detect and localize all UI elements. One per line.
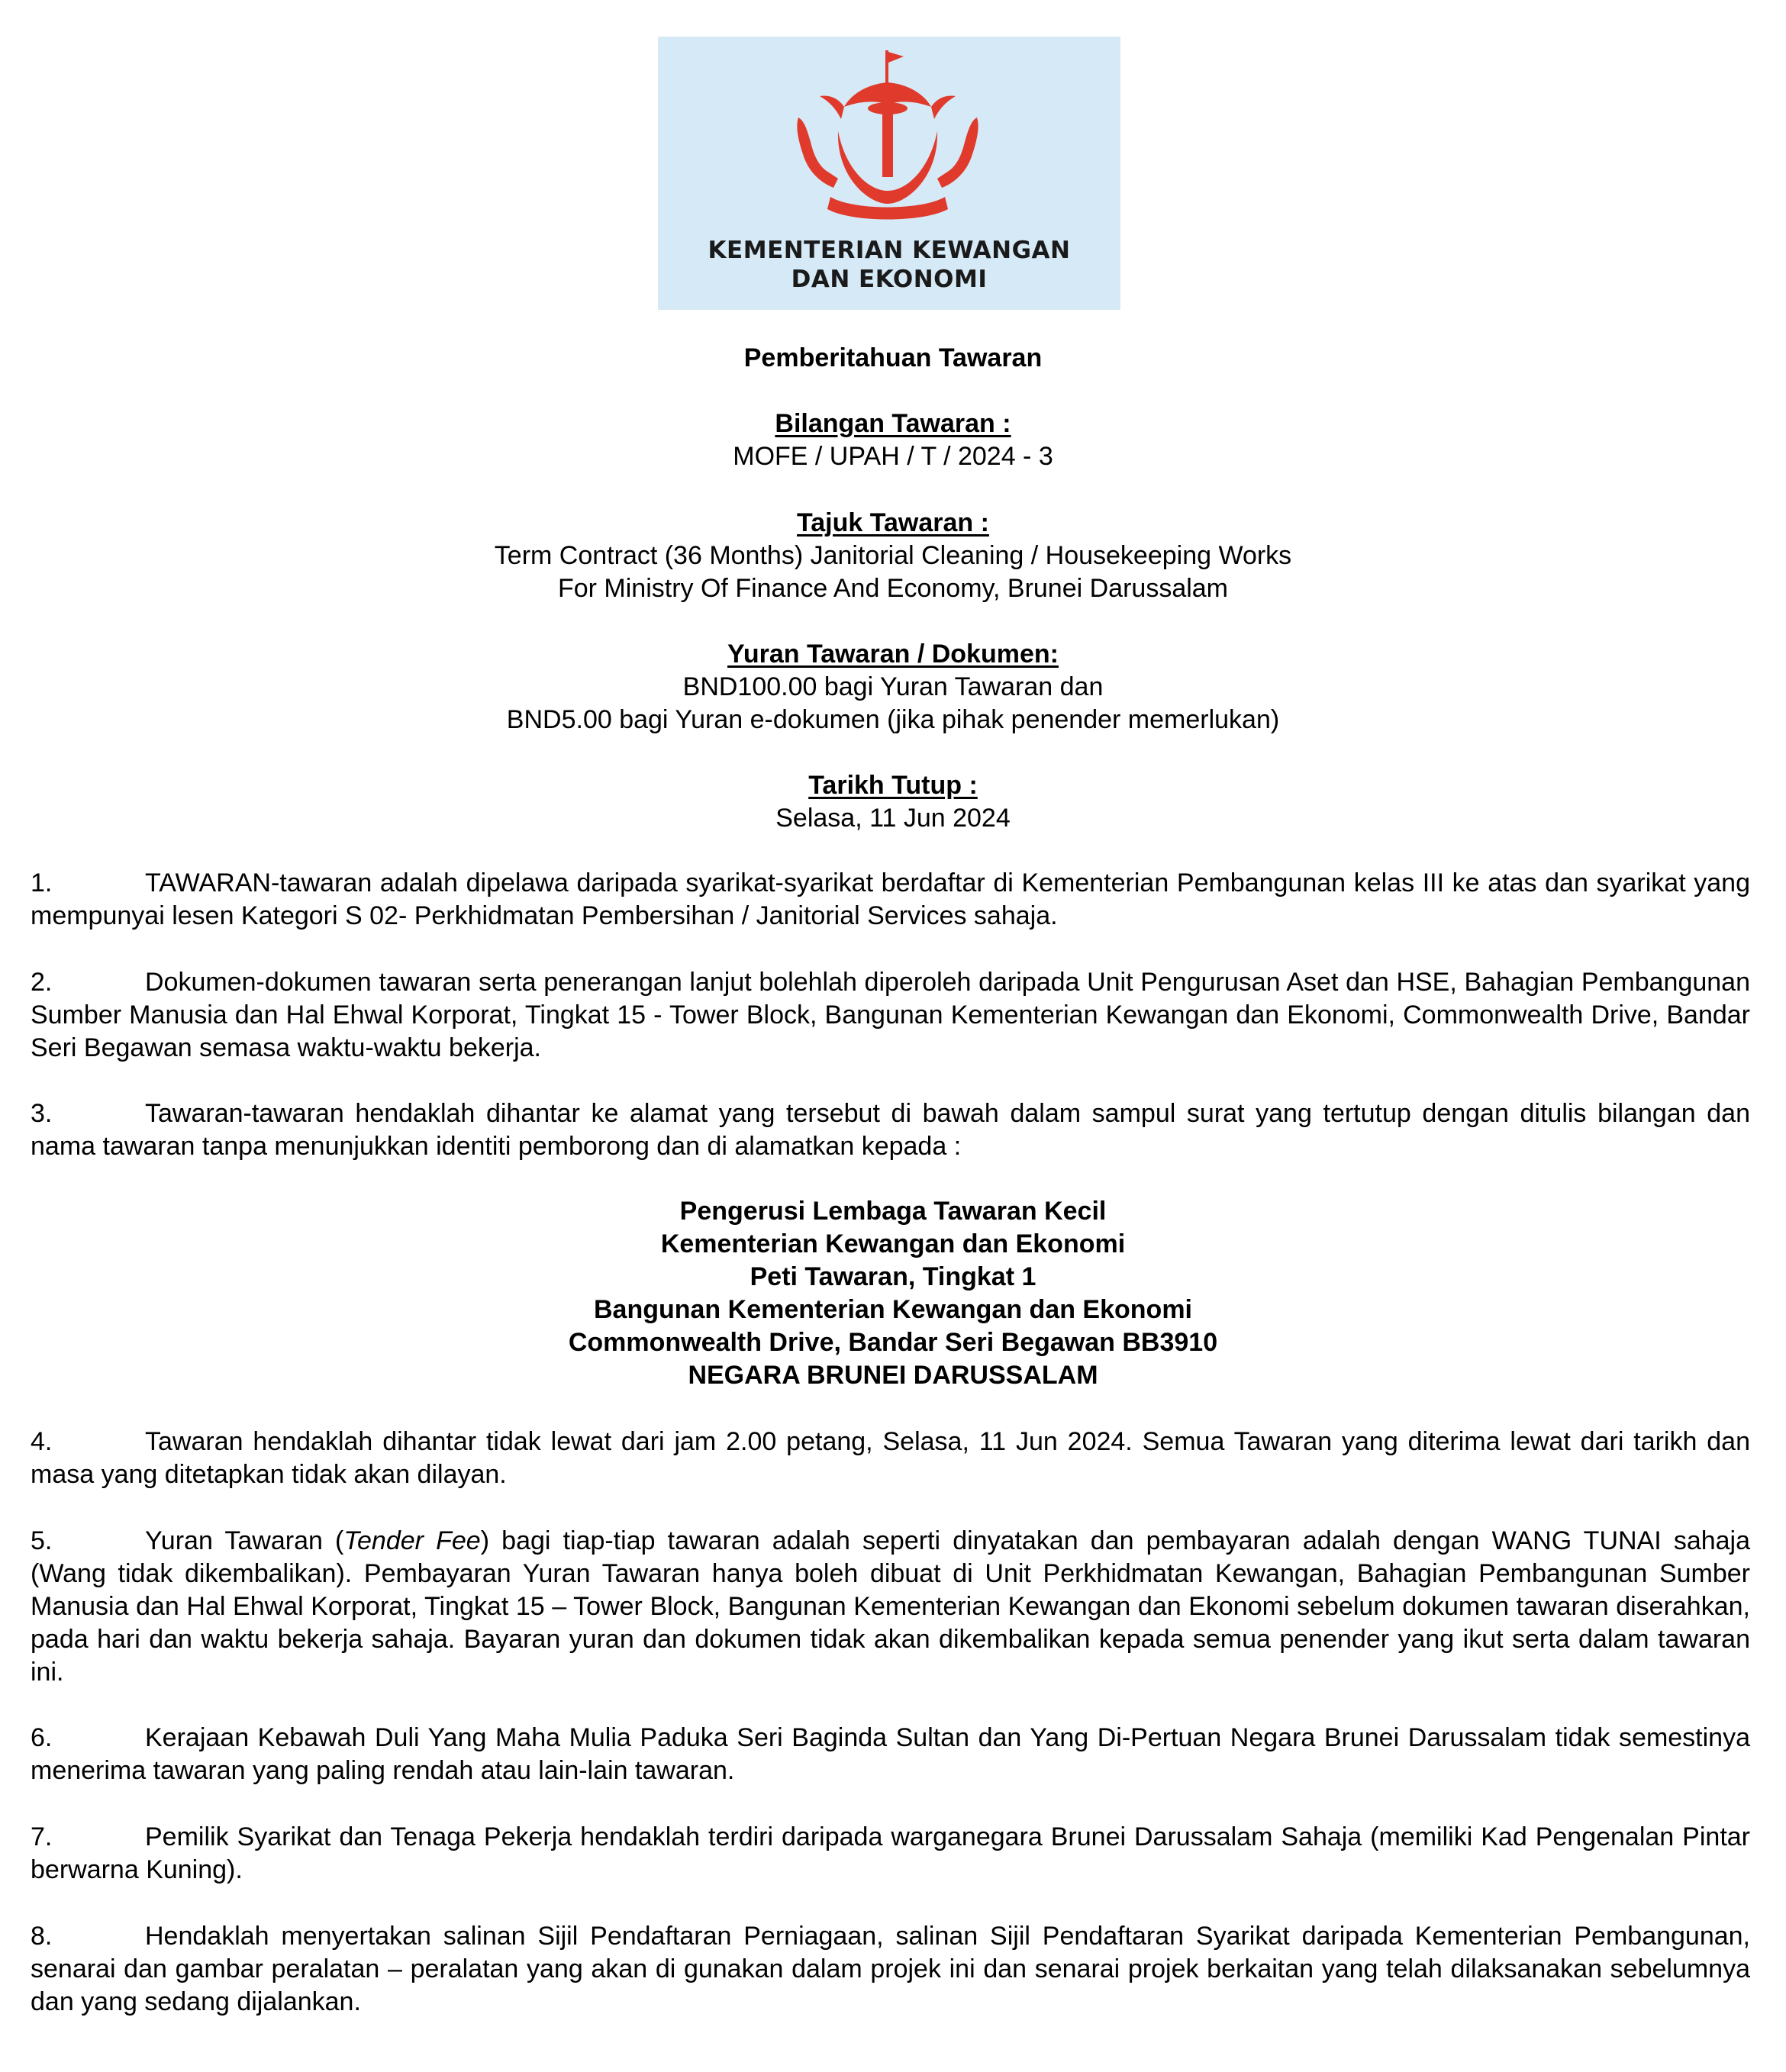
paragraph-text-after: ) bagi tiap-tiap tawaran adalah seperti dinyatakan dan pembayaran adalah dengan WANG TUNAI sahaja (Wang tidak dikembalikan). Pembayaran Yuran Tawaran hanya boleh dibuat di Unit Perkhidmatan Kewangan, Bahagian Pembangunan Sumber Manusia dan Hal Ehwal Korporat, Tingkat 15 – Tower Block, Bangunan Kementerian Kewangan dan Ekonomi sebelum dokumen tawaran diserahkan, pada hari dan waktu bekerja sahaja. Bayaran yuran dan dokumen tidak akan dikembalikan kepada semua penender yang ikut serta dalam tawaran ini. xyxy=(31,1526,1751,1687)
paragraph-3 xyxy=(31,1097,1750,1163)
paragraph-6 xyxy=(31,1722,1750,1787)
tender-fee-line1: BND100.00 bagi Yuran Tawaran dan xyxy=(682,672,1104,701)
tender-number-label: Bilangan Tawaran : xyxy=(775,409,1011,438)
tender-subject-block xyxy=(0,507,1786,605)
paragraph-number: 3. xyxy=(31,1099,53,1128)
notice-title xyxy=(0,342,1786,375)
paragraph-text: Tawaran hendaklah dihantar tidak lewat dari jam 2.00 petang, Selasa, 11 Jun 2024. Semua Tawaran yang diterima lewat dari tarikh dan masa yang ditetapkan tidak akan dilayan. xyxy=(31,1427,1750,1489)
paragraph-text: Dokumen-dokumen tawaran serta penerangan lanjut bolehlah diperoleh daripada Unit Pengurusan Aset dan HSE, Bahagian Pembangunan Sumber Manusia dan Hal Ehwal Korporat, Tingkat 15 - Tower Block, Bangunan Kementerian Kewangan dan Ekonomi, Commonwealth Drive, Bandar Seri Begawan semasa waktu-waktu bekerja. xyxy=(31,968,1750,1062)
tender-fee-block xyxy=(0,638,1786,736)
tender-number-value: MOFE / UPAH / T / 2024 - 3 xyxy=(733,442,1053,471)
paragraph-number: 1. xyxy=(31,868,53,897)
paragraph-number: 7. xyxy=(31,1822,53,1851)
tender-fee-line2: BND5.00 bagi Yuran e-dokumen (jika pihak penender memerlukan) xyxy=(506,705,1280,734)
paragraph-text: Tawaran-tawaran hendaklah dihantar ke alamat yang tersebut di bawah dalam sampul surat yang tertutup dengan ditulis bilangan dan nama tawaran tanpa menunjukkan identiti pemborong dan di alamatkan kepada : xyxy=(31,1099,1750,1161)
ministry-logo xyxy=(658,37,1120,310)
address-line: Peti Tawaran, Tingkat 1 xyxy=(750,1262,1036,1291)
paragraph-number: 8. xyxy=(31,1922,53,1951)
paragraph-text: Kerajaan Kebawah Duli Yang Maha Mulia Paduka Seri Baginda Sultan dan Yang Di-Pertuan Negara Brunei Darussalam tidak semestinya menerima tawaran yang paling rendah atau lain-lain tawaran. xyxy=(31,1723,1750,1785)
paragraph-number: 4. xyxy=(31,1427,53,1456)
brunei-crest-icon xyxy=(785,47,991,238)
tender-subject-line1: Term Contract (36 Months) Janitorial Cleaning / Housekeeping Works xyxy=(494,541,1292,570)
paragraph-text: Pemilik Syarikat dan Tenaga Pekerja hendaklah terdiri daripada warganegara Brunei Darussalam Sahaja (memiliki Kad Pengenalan Pintar berwarna Kuning). xyxy=(31,1822,1750,1884)
address-line: Pengerusi Lembaga Tawaran Kecil xyxy=(679,1197,1107,1226)
address-line: Bangunan Kementerian Kewangan dan Ekonomi xyxy=(593,1295,1192,1324)
tender-subject-line2: For Ministry Of Finance And Economy, Brunei Darussalam xyxy=(557,574,1229,603)
tender-fee-label: Yuran Tawaran / Dokumen: xyxy=(727,640,1059,669)
logo-text-line2: DAN EKONOMI xyxy=(791,266,988,293)
paragraph-1 xyxy=(31,867,1750,933)
paragraph-number: 2. xyxy=(31,968,53,997)
address-line: Commonwealth Drive, Bandar Seri Begawan BB3910 xyxy=(568,1328,1218,1357)
address-line: NEGARA BRUNEI DARUSSALAM xyxy=(688,1361,1098,1390)
logo-text-line1: KEMENTERIAN KEWANGAN xyxy=(708,237,1071,264)
closing-date-block xyxy=(0,769,1786,835)
paragraph-8 xyxy=(31,1920,1750,2019)
paragraph-text: TAWARAN-tawaran adalah dipelawa daripada syarikat-syarikat berdaftar di Kementerian Pembangunan kelas III ke atas dan syarikat yang mempunyai lesen Kategori S 02- Perkhidmatan Pembersihan / Janitorial Services sahaja. xyxy=(31,868,1750,930)
tender-fee-term: Tender Fee xyxy=(343,1526,481,1555)
delivery-address xyxy=(0,1195,1786,1392)
paragraph-5 xyxy=(31,1525,1750,1689)
paragraph-number: 5. xyxy=(31,1526,53,1555)
tender-subject-label: Tajuk Tawaran : xyxy=(797,508,989,537)
paragraph-number: 6. xyxy=(31,1723,53,1752)
paragraph-4 xyxy=(31,1426,1750,1491)
address-line: Kementerian Kewangan dan Ekonomi xyxy=(660,1229,1126,1258)
paragraph-2 xyxy=(31,966,1750,1065)
closing-date-label: Tarikh Tutup : xyxy=(808,771,978,800)
tender-number-block xyxy=(0,408,1786,473)
page-title: Pemberitahuan Tawaran xyxy=(743,343,1043,372)
paragraph-text-before: Yuran Tawaran ( xyxy=(145,1526,344,1555)
closing-date-value: Selasa, 11 Jun 2024 xyxy=(775,804,1011,833)
paragraph-7 xyxy=(31,1821,1750,1887)
paragraph-text: Hendaklah menyertakan salinan Sijil Pendaftaran Perniagaan, salinan Sijil Pendaftaran Syarikat daripada Kementerian Pembangunan, senarai dan gambar peralatan – peralatan yang akan di gunakan dalam projek ini dan senarai projek berkaitan yang telah dilaksanakan sebelumnya dan yang sedang dijalankan. xyxy=(31,1922,1750,2016)
